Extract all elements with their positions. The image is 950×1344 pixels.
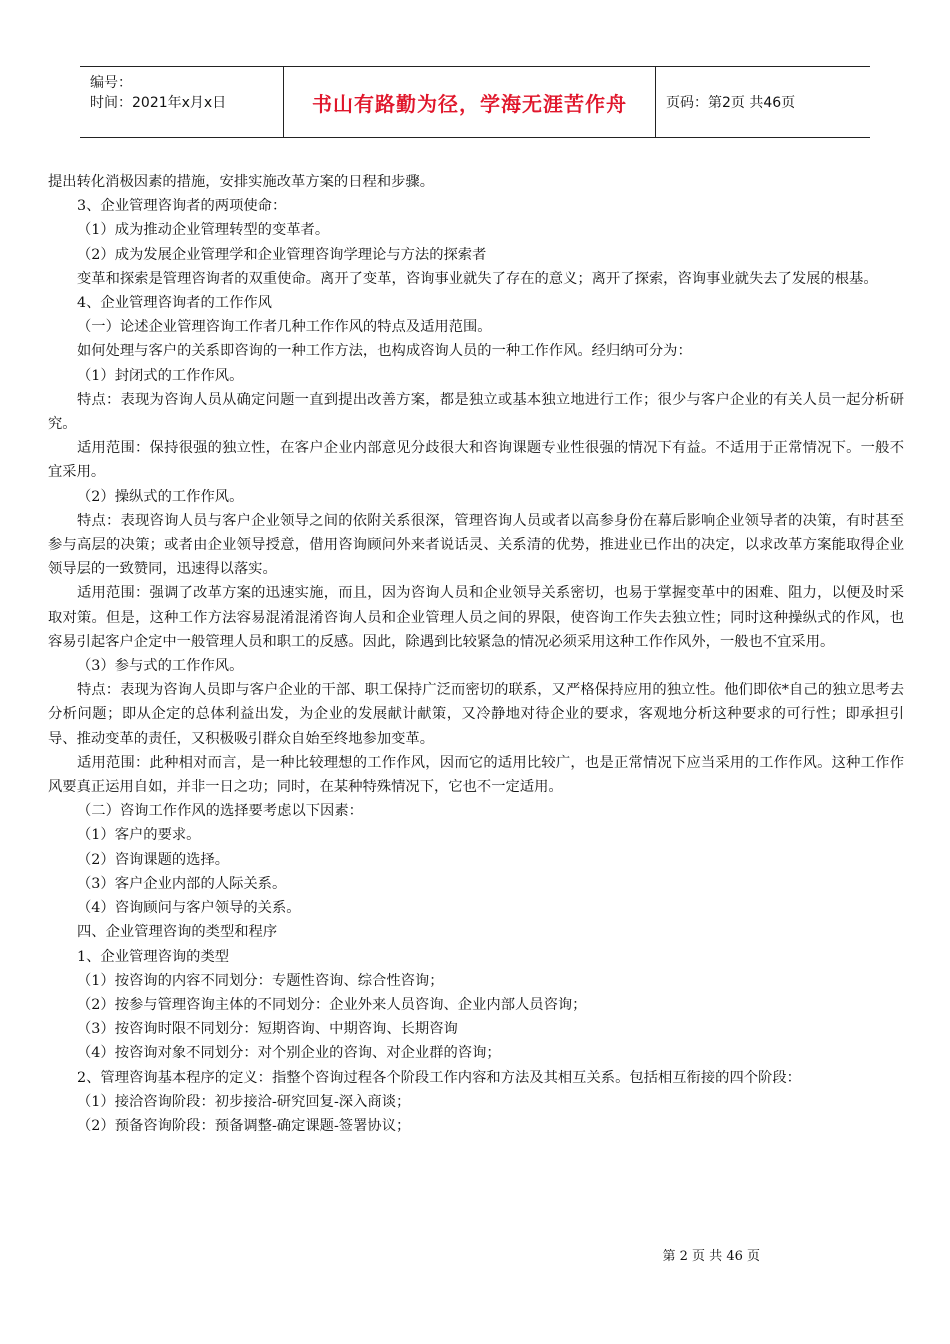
header-page-info-cell — [656, 67, 870, 137]
body-paragraph: 特点：表现咨询人员与客户企业领导之间的依附关系很深，管理咨询人员或者以高参身份在幕后影响企业领导者的决策，有时甚至参与高层的决策；或者由企业领导授意，借用咨询顾问外来者说话灵、关系清的优势，推进业已作出的决定，以求改革方案能取得企业领导层的一致赞同，迅速得以落实。 — [48, 512, 904, 578]
header-page-info: 页码：第2页 共46页 — [666, 95, 796, 111]
body-paragraph: 4、企业管理咨询者的工作作风 — [77, 295, 272, 312]
body-paragraph: （4）咨询顾问与客户领导的关系。 — [77, 900, 301, 917]
body-paragraph: 四、企业管理咨询的类型和程序 — [77, 924, 278, 941]
body-paragraph: 提出转化消极因素的措施，安排实施改革方案的日程和步骤。 — [48, 174, 435, 190]
body-paragraph: （3）按咨询时限不同划分：短期咨询、中期咨询、长期咨询 — [77, 1021, 458, 1038]
body-paragraph: （3）参与式的工作作风。 — [77, 658, 244, 675]
body-paragraph: （1）接洽咨询阶段：初步接洽-研究回复-深入商谈； — [77, 1093, 411, 1110]
body-paragraph: 特点：表现为咨询人员即与客户企业的干部、职工保持广泛而密切的联系，又严格保持应用的独立性。他们即依*自己的独立思考去分析问题；即从企定的总体利益出发，为企业的发展献计献策，又冷静地对待企业的要求，客观地分析这种要求的可行性；即承担引导、推动变革的责任，又积极吸引群众自始至终地参加变革。 — [48, 682, 904, 747]
page-footer: 第 2 页 共 46 页 — [662, 1249, 760, 1264]
body-paragraph: 变革和探索是管理咨询者的双重使命。离开了变革，咨询事业就失了存在的意义；离开了探索，咨询事业就失去了发展的根基。 — [77, 270, 878, 287]
body-paragraph: 1、企业管理咨询的类型 — [77, 948, 230, 965]
body-paragraph: 2、管理咨询基本程序的定义：指整个咨询过程各个阶段工作内容和方法及其相互关系。包括相互衔接的四个阶段： — [77, 1069, 801, 1086]
document-date: 时间：2021年x月x日 — [90, 95, 227, 111]
document-body — [48, 170, 904, 1138]
body-paragraph: （1）封闭式的工作作风。 — [77, 367, 244, 384]
header-motto-cell — [283, 67, 656, 137]
body-paragraph: 3、企业管理咨询者的两项使命： — [77, 198, 287, 215]
body-paragraph: （一）论述企业管理咨询工作者几种工作作风的特点及适用范围。 — [77, 319, 492, 336]
body-paragraph: （二）咨询工作作风的选择要考虑以下因素： — [77, 803, 363, 820]
body-paragraph: 如何处理与客户的关系即咨询的一种工作方法，也构成咨询人员的一种工作作风。经归纳可分为： — [77, 343, 692, 360]
body-paragraph: （2）成为发展企业管理学和企业管理咨询学理论与方法的探索者 — [77, 246, 487, 263]
body-paragraph: 特点：表现为咨询人员从确定问题一直到提出改善方案，都是独立或基本独立地进行工作；很少与客户企业的有关人员一起分析研究。 — [48, 391, 904, 433]
body-paragraph: （1）按咨询的内容不同划分：专题性咨询、综合性咨询； — [77, 972, 444, 989]
body-paragraph: 适用范围：保持很强的独立性，在客户企业内部意见分歧很大和咨询课题专业性很强的情况下有益。不适用于正常情况下。一般不宜采用。 — [48, 440, 904, 481]
body-paragraph: 适用范围：此种相对而言，是一种比较理想的工作作风，因而它的适用比较广，也是正常情况下应当采用的工作作风。这种工作作风要真正运用自如，并非一日之功；同时，在某种特殊情况下，它也不一定适用。 — [48, 754, 904, 796]
body-paragraph: （2）预备咨询阶段：预备调整-确定课题-签署协议； — [77, 1117, 411, 1134]
body-paragraph: 适用范围：强调了改革方案的迅速实施，而且，因为咨询人员和企业领导关系密切，也易于掌握变革中的困难、阻力，以便及时采取对策。但是，这种工作方法容易混淆混淆咨询人员和企业管理人员之间的界限，使咨询工作失去独立性；同时这种操纵式的作风，也容易引起客户企定中一般管理人员和职工的反感。因此，除遇到比较紧急的情况必须采用这种工作作风外，一般也不宜采用。 — [48, 585, 904, 650]
body-paragraph: （3）客户企业内部的人际关系。 — [77, 875, 287, 892]
body-paragraph: （1）客户的要求。 — [77, 827, 201, 844]
body-paragraph: （2）操纵式的工作作风。 — [77, 488, 244, 505]
header-motto: 书山有路勤为径，学海无涯苦作舟 — [312, 91, 627, 116]
body-paragraph: （2）按参与管理咨询主体的不同划分：企业外来人员咨询、企业内部人员咨询； — [77, 996, 587, 1013]
document-number-label: 编号： — [90, 75, 132, 91]
page-header — [80, 66, 870, 138]
header-left-cell — [80, 67, 283, 137]
body-paragraph: （4）按咨询对象不同划分：对个别企业的咨询、对企业群的咨询； — [77, 1045, 501, 1062]
body-paragraph: （1）成为推动企业管理转型的变革者。 — [77, 222, 330, 239]
body-paragraph: （2）咨询课题的选择。 — [77, 851, 230, 868]
